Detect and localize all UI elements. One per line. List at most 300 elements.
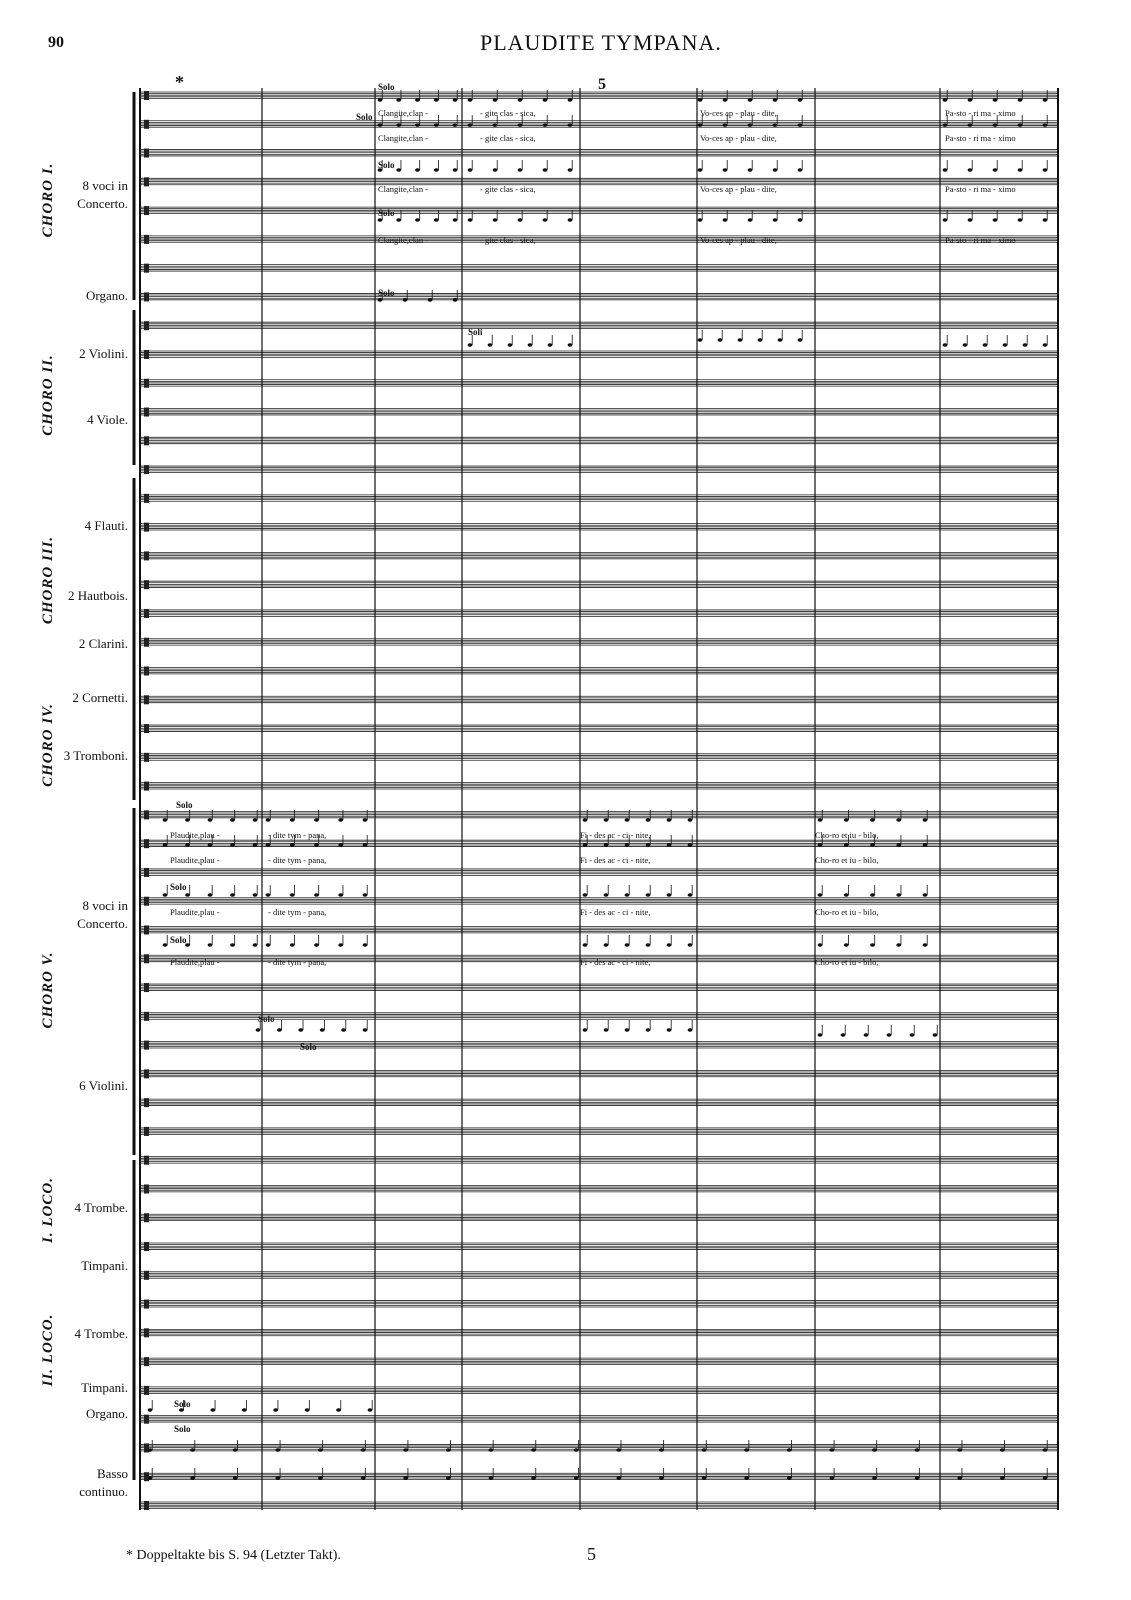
clef-mark [144,523,149,532]
note-head [341,1028,346,1032]
clef-mark [144,1069,149,1078]
clef-mark [144,1328,149,1337]
lyric-text: Pa-sto - ri ma - ximo [945,133,1016,143]
clef-mark [144,465,149,474]
lyric-text: - gite clas - sica, [480,184,536,194]
note-head [744,1476,749,1480]
clef-mark [144,1472,149,1481]
note-head [723,98,728,102]
note-head [518,123,523,127]
clef-mark [144,1041,149,1050]
lyric-text: - dite tym - pana, [268,855,327,865]
clef-mark [144,551,149,560]
clef-mark [144,1242,149,1251]
note-head [493,98,498,102]
note-head [468,218,473,222]
note-head [870,843,875,847]
note-head [887,1033,892,1037]
clef-mark [144,925,149,934]
clef-mark [144,667,149,676]
note-head [646,893,651,897]
note-head [798,218,803,222]
note-head [1043,218,1048,222]
solo-mark: Solo [300,1042,317,1052]
note-head [667,843,672,847]
note-head [698,218,703,222]
note-head [688,943,693,947]
note-head [604,843,609,847]
note-head [872,1476,877,1480]
note-head [943,343,948,347]
note-head [1018,123,1023,127]
note-head [363,818,368,822]
note-head [190,1476,195,1480]
note-head [583,843,588,847]
note-head [163,818,168,822]
note-head [698,168,703,172]
clef-mark [144,379,149,388]
note-head [830,1476,835,1480]
lyric-text: Cho-ro et iu - bilo, [815,855,879,865]
lyric-text: - gite clas - sica, [480,108,536,118]
note-head [1043,343,1048,347]
note-head [688,818,693,822]
instrument-label: 4 Trombe. [74,1200,128,1215]
note-head [568,343,573,347]
barlines [140,88,1058,1510]
note-head [830,1448,835,1452]
note-head [403,298,408,302]
note-head [993,98,998,102]
note-head [646,1028,651,1032]
note-head [844,943,849,947]
clef-mark [144,1098,149,1107]
note-head [778,338,783,342]
note-head [818,893,823,897]
note-head [434,218,439,222]
instrument-label: 2 Hautbois. [68,588,128,603]
note-head [870,893,875,897]
note-head [896,843,901,847]
clef-mark [144,954,149,963]
note-head [688,1028,693,1032]
note-head [396,168,401,172]
note-head [844,818,849,822]
note-head [646,943,651,947]
clef-mark [144,292,149,301]
page-title: PLAUDITE TYMPANA. [480,30,722,55]
note-head [1043,168,1048,172]
note-head [698,98,703,102]
lyric-text: - dite tym - pana, [268,957,327,967]
note-head [1043,123,1048,127]
lyric-text: Clangite,clan - [378,235,429,245]
note-head [923,943,928,947]
note-head [290,893,295,897]
clef-mark [144,1012,149,1021]
note-head [468,168,473,172]
note-head [275,1476,280,1480]
clef-mark [144,1501,149,1510]
note-head [933,1033,938,1037]
lyric-text: Pa-sto - ri ma - ximo [945,235,1016,245]
note-head [943,168,948,172]
note-head [968,168,973,172]
note-head [298,1028,303,1032]
note-head [915,1448,920,1452]
note-head [318,1448,323,1452]
clef-mark [144,1357,149,1366]
note-head [453,98,458,102]
note-head [185,893,190,897]
note-head [543,168,548,172]
instrument-label: 8 voci in [82,898,128,913]
note-head [758,338,763,342]
note-head [718,338,723,342]
note-head [667,1028,672,1032]
lyric-text: Pa-sto - ri ma - ximo [945,184,1016,194]
clef-mark [144,494,149,503]
note-head [266,818,271,822]
note-head [468,98,473,102]
note-head [148,1476,153,1480]
note-head [378,123,383,127]
note-head [277,1028,282,1032]
note-head [363,843,368,847]
note-head [748,123,753,127]
note-head [896,943,901,947]
note-head [923,818,928,822]
note-head [723,218,728,222]
note-head [923,843,928,847]
note-head [1018,168,1023,172]
clef-mark [144,206,149,215]
note-head [543,98,548,102]
lyric-text: - dite tym - pana, [268,907,327,917]
note-head [273,1408,278,1412]
note-head [318,1476,323,1480]
lyric-text: Vo-ces ap - plau - dite, [700,235,777,245]
note-head [314,843,319,847]
note-head [493,218,498,222]
note-head [993,218,998,222]
note-head [208,818,213,822]
note-head [616,1476,621,1480]
clef-mark [144,782,149,791]
note-head [320,1028,325,1032]
note-head [568,218,573,222]
clef-mark [144,897,149,906]
note-head [798,98,803,102]
lyric-text: - dite tym - pana, [268,830,327,840]
lyric-text: Vo-ces ap - plau - dite, [700,184,777,194]
note-head [256,1028,261,1032]
choir-label: CHORO V. [40,951,56,1029]
note-head [870,818,875,822]
note-head [818,1033,823,1037]
lyric-text: Cho-ro et iu - bilo, [815,957,879,967]
instrument-labels [64,178,129,1499]
lyric-text: Pa-sto - ri ma - ximo [945,108,1016,118]
instrument-label: Basso [96,1466,128,1481]
note-head [604,893,609,897]
instrument-label: continuo. [79,1484,128,1499]
note-head [604,818,609,822]
clef-mark [144,408,149,417]
note-head [363,893,368,897]
clef-mark [144,724,149,733]
instrument-label: 4 Trombe. [74,1326,128,1341]
note-head [625,818,630,822]
note-head [275,1448,280,1452]
note-head [185,818,190,822]
note-head [453,298,458,302]
note-head [864,1033,869,1037]
instrument-label: 3 Tromboni. [63,748,128,763]
note-head [314,893,319,897]
note-head [368,1408,373,1412]
note-head [468,343,473,347]
note-head [910,1033,915,1037]
lyric-text: - gite clas - sica, [480,235,536,245]
note-head [659,1476,664,1480]
note-head [338,943,343,947]
note-head [818,943,823,947]
note-head [361,1476,366,1480]
clef-mark [144,868,149,877]
note-head [667,943,672,947]
note-head [415,98,420,102]
clef-mark [144,609,149,618]
footnote-marker: * [175,72,184,92]
solo-mark: Solo [170,935,187,945]
note-head [434,168,439,172]
measure-number-bottom: 5 [587,1544,596,1564]
note-head [625,893,630,897]
note-head [208,943,213,947]
note-head [185,843,190,847]
instrument-label: 4 Flauti. [84,518,128,533]
note-head [844,893,849,897]
solo-mark: Solo [170,882,187,892]
lyric-text: Clangite,clan - [378,133,429,143]
note-head [314,818,319,822]
solo-mark: Solo [378,160,395,170]
note-head [957,1476,962,1480]
note-head [583,818,588,822]
note-head [896,893,901,897]
note-head [872,1448,877,1452]
solo-mark: Solo [258,1014,275,1024]
choir-label: I. LOCO. [40,1177,56,1243]
lyric-text: - gite clas - sica, [480,133,536,143]
note-head [748,218,753,222]
choir-label: CHORO III. [40,535,56,625]
note-head [604,943,609,947]
note-head [688,843,693,847]
note-head [148,1448,153,1452]
clef-mark [144,350,149,359]
note-head [968,98,973,102]
note-head [798,338,803,342]
note-head [163,843,168,847]
lyric-text: Vo-ces ap - plau - dite, [700,133,777,143]
lyric-text: Plaudite,plau - [170,907,220,917]
note-head [363,1028,368,1032]
note-head [253,843,258,847]
note-head [453,218,458,222]
note-head [290,818,295,822]
note-head [543,123,548,127]
note-head [396,123,401,127]
note-head [787,1476,792,1480]
note-head [190,1448,195,1452]
choir-label: CHORO IV. [40,703,56,787]
lyric-text: Clangite,clan - [378,184,429,194]
note-head [233,1476,238,1480]
clef-mark [144,983,149,992]
clef-mark [144,1415,149,1424]
note-head [702,1476,707,1480]
solo-mark: Solo [176,800,193,810]
note-head [336,1408,341,1412]
note-head [702,1448,707,1452]
note-head [493,168,498,172]
note-head [943,218,948,222]
note-head [489,1476,494,1480]
lyric-text: Fi - des ac - ci - nite, [580,855,651,865]
note-head [568,168,573,172]
note-head [446,1448,451,1452]
note-head [518,168,523,172]
note-head [415,168,420,172]
note-head [163,893,168,897]
note-head [396,218,401,222]
instrument-label: 2 Violini. [79,346,128,361]
note-head [943,123,948,127]
instrument-label: 4 Viole. [87,412,128,427]
note-head [583,943,588,947]
note-head [698,338,703,342]
note-head [543,218,548,222]
clef-mark [144,1127,149,1136]
lyric-text: Fi - des ac - ci - nite, [580,907,651,917]
note-head [841,1033,846,1037]
note-head [568,123,573,127]
footnote: * Doppeltakte bis S. 94 (Letzter Takt). [126,1548,341,1563]
note-head [361,1448,366,1452]
clef-mark [144,695,149,704]
note-head [993,168,998,172]
lyric-text: Plaudite,plau - [170,855,220,865]
instrument-label: 6 Violini. [79,1078,128,1093]
note-head [363,943,368,947]
note-head [1043,1448,1048,1452]
lyric-text: Cho-ro et iu - bilo, [815,907,879,917]
note-head [415,123,420,127]
note-head [1018,218,1023,222]
note-head [773,98,778,102]
note-head [266,893,271,897]
note-head [453,123,458,127]
clef-mark [144,120,149,129]
note-head [957,1448,962,1452]
note-head [230,818,235,822]
instrument-label: Organo. [85,1406,128,1421]
measure-number-top: 5 [598,76,606,93]
note-head [943,98,948,102]
note-head [338,818,343,822]
note-head [531,1448,536,1452]
lyric-text: Fi - des ac - ci - nite, [580,830,651,840]
note-head [266,843,271,847]
clef-mark [144,810,149,819]
clef-mark [144,91,149,100]
note-head [403,1448,408,1452]
note-head [434,123,439,127]
note-head [787,1448,792,1452]
note-head [963,343,968,347]
note-head [574,1476,579,1480]
note-head [493,123,498,127]
page-number: 90 [48,34,64,51]
note-head [667,818,672,822]
note-head [1023,343,1028,347]
note-head [233,1448,238,1452]
instrument-label: Concerto. [77,916,128,931]
clef-mark [144,638,149,647]
note-head [531,1476,536,1480]
note-head [798,123,803,127]
note-head [266,943,271,947]
lyric-text: Vo-ces ap - plau - dite, [700,108,777,118]
clef-mark [144,177,149,186]
note-head [378,98,383,102]
note-head [844,843,849,847]
note-head [428,298,433,302]
note-head [290,843,295,847]
note-head [403,1476,408,1480]
clef-mark [144,1300,149,1309]
lyric-text: Plaudite,plau - [170,830,220,840]
note-head [434,98,439,102]
note-head [667,893,672,897]
instrument-label: 2 Clarini. [78,636,128,651]
clef-mark [144,753,149,762]
note-head [583,1028,588,1032]
note-head [818,843,823,847]
clef-mark [144,839,149,848]
clef-mark [144,1386,149,1395]
note-head [338,893,343,897]
note-head [489,1448,494,1452]
note-head [290,943,295,947]
note-head [818,818,823,822]
note-head [1018,98,1023,102]
note-head [1000,1448,1005,1452]
clef-mark [144,436,149,445]
lyrics [170,82,1016,1434]
note-head [896,818,901,822]
solo-mark: Solo [356,112,373,122]
solo-mark: Solo [378,288,395,298]
note-head [528,343,533,347]
note-head [148,1408,153,1412]
note-head [574,1448,579,1452]
note-head [1043,98,1048,102]
note-head [242,1408,247,1412]
note-head [723,123,728,127]
